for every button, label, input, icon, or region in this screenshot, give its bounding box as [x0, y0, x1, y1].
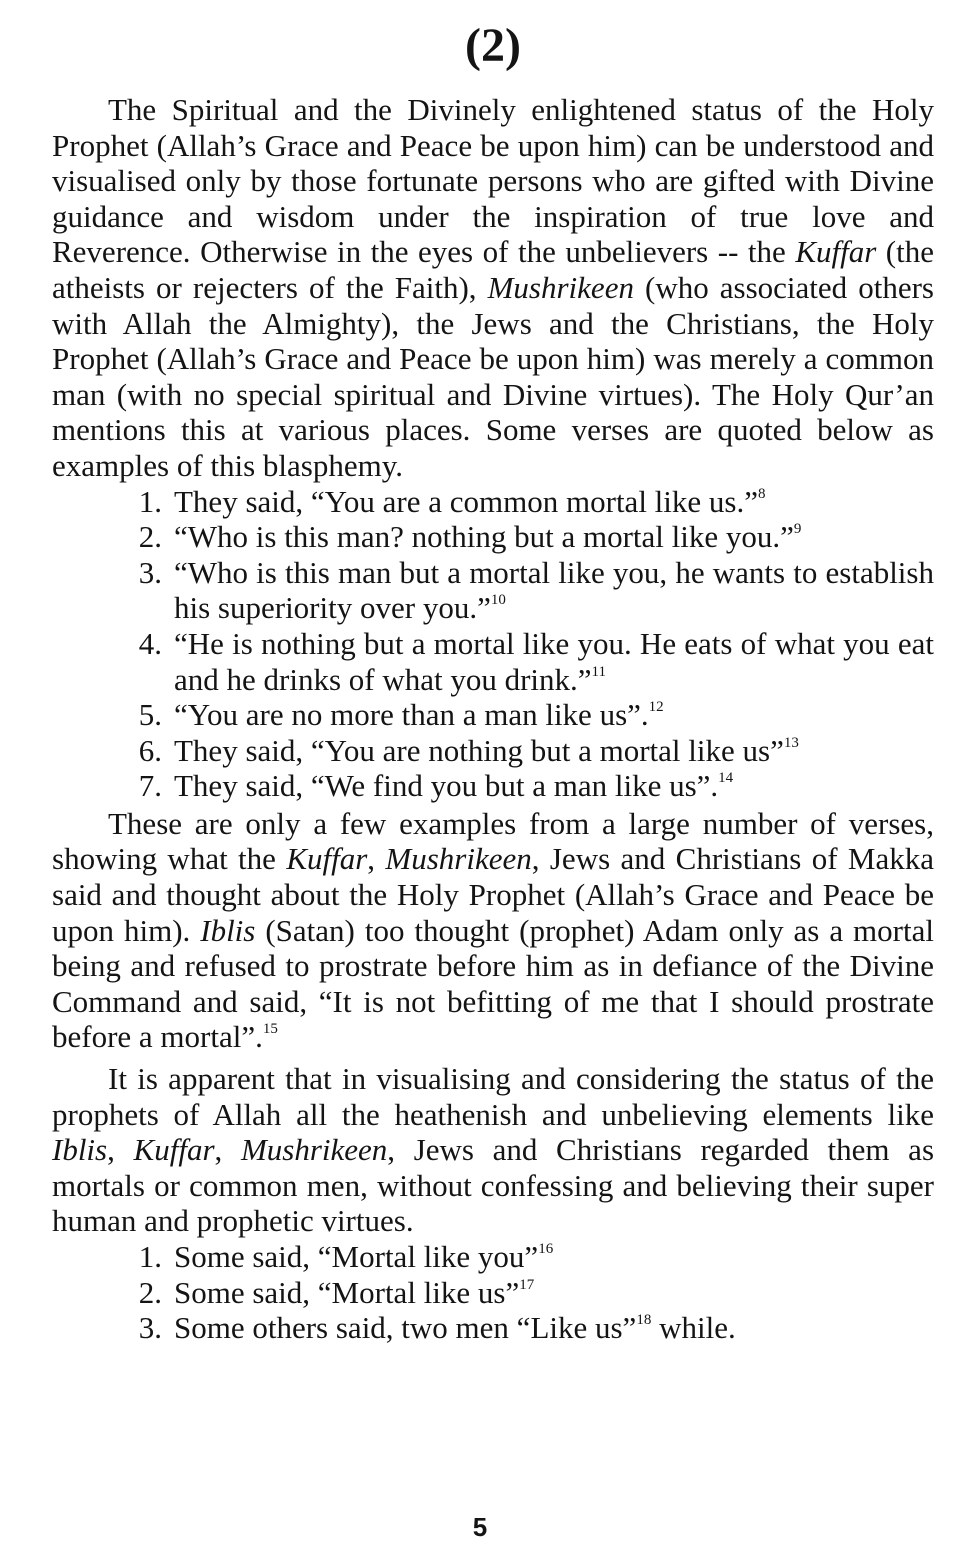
verse-quote: They said, “We find you but a man like us”.	[174, 768, 719, 804]
item-number: 5.	[138, 697, 162, 733]
item-number: 1.	[138, 483, 162, 519]
footnote-ref: 15	[262, 1021, 278, 1038]
italic-term: Iblis	[200, 912, 256, 948]
footnote-ref: 17	[519, 1276, 535, 1293]
text-run: These are only a few examples from a large number of verses, showing what the	[52, 805, 934, 877]
list-item	[52, 733, 934, 769]
list-item	[52, 1239, 934, 1275]
footnote-ref: 11	[591, 663, 606, 680]
item-text	[174, 1239, 934, 1275]
page-content	[52, 18, 934, 1346]
italic-term: Mushrikeen	[240, 1132, 388, 1168]
paragraph-apparent	[52, 1061, 934, 1239]
paragraph-examples	[52, 806, 934, 1055]
item-number: 6.	[138, 732, 162, 768]
item-text	[174, 555, 934, 626]
footnote-ref: 14	[718, 770, 734, 787]
text-run: , Jews and Christians of Makka said and thought about the Holy Prophet (Allah’s Grace and Peace be upon him).	[52, 841, 935, 948]
list-item	[52, 768, 934, 804]
text-run: while.	[651, 1310, 736, 1346]
item-number: 2.	[138, 519, 162, 555]
item-text	[174, 1275, 934, 1311]
item-text	[174, 697, 934, 733]
footnote-ref: 9	[793, 521, 802, 538]
text-run: ,	[107, 1132, 134, 1168]
text-run: , Jews and Christians regarded them as mortals or common men, without confessing and believing their super human and prophetic virtues.	[52, 1132, 935, 1239]
item-number: 3.	[138, 1310, 162, 1346]
section-heading: (2)	[465, 19, 521, 72]
text-run: The Spiritual and the Divinely enlightened status of the Holy Prophet (Allah’s Grace and Peace be upon him) can be understood and visualised only by those fortunate persons who are gifted with Divine guidance and wisdom under the inspiration of true love and Reverence. Otherwise in the eyes of the unbelievers -- the	[52, 92, 934, 270]
footnote-ref: 18	[636, 1312, 652, 1329]
verse-quote: They said, “You are a common mortal like us.”	[174, 483, 758, 519]
italic-term: Kuffar	[286, 841, 368, 877]
verse-list-1	[52, 484, 934, 804]
italic-term: Iblis	[52, 1132, 108, 1168]
italic-term: Mushrikeen	[385, 841, 532, 877]
verse-quote: Some said, “Mortal like us”	[174, 1274, 520, 1310]
list-item	[52, 1310, 934, 1346]
list-item	[52, 519, 934, 555]
text-run: It is apparent that in visualising and considering the status of the prophets of Allah all the heathenish and unbelieving elements like	[52, 1061, 934, 1132]
item-text	[174, 1310, 934, 1346]
text-run: ,	[214, 1132, 241, 1168]
item-number: 3.	[138, 554, 162, 590]
item-number: 7.	[138, 768, 162, 804]
verse-quote: “Who is this man but a mortal like you, he wants to establish his superiority over you.”	[174, 554, 934, 626]
italic-term: Mushrikeen	[487, 269, 634, 305]
list-item	[52, 484, 934, 520]
item-number: 1.	[138, 1239, 162, 1274]
item-number: 2.	[138, 1274, 162, 1310]
item-text	[174, 768, 934, 804]
item-text	[174, 519, 934, 555]
list-item	[52, 626, 934, 697]
item-text	[174, 733, 934, 769]
list-item	[52, 1275, 934, 1311]
verse-quote: Some others said, two men “Like us”	[174, 1310, 637, 1346]
item-text	[174, 626, 934, 697]
verse-quote: “Who is this man? nothing but a mortal like you.”	[174, 519, 794, 555]
verse-quote: “You are no more than a man like us”.	[174, 697, 649, 733]
footnote-ref: 12	[648, 699, 664, 716]
italic-term: Kuffar	[795, 234, 877, 270]
list-item	[52, 697, 934, 733]
verse-quote: They said, “You are nothing but a mortal like us”	[174, 732, 784, 768]
text-run: ,	[367, 841, 386, 877]
text-run: (the atheists or rejecters of the Faith),	[52, 234, 934, 305]
item-text	[174, 484, 934, 520]
verse-list-2	[52, 1239, 934, 1346]
page-number: 5	[472, 1512, 488, 1542]
verse-quote: Some said, “Mortal like you”	[174, 1239, 539, 1274]
text-run: (Satan) too thought (prophet) Adam only as a mortal being and refused to prostrate before him as in defiance of the Divine Command and said, “It is not befitting of me that I should prostrate before a mortal”.	[52, 912, 934, 1055]
footnote-ref: 10	[490, 592, 506, 609]
list-item	[52, 555, 934, 626]
italic-term: Kuffar	[133, 1132, 215, 1168]
verse-quote: “He is nothing but a mortal like you. He eats of what you eat and he drinks of what you drink.”	[174, 625, 934, 697]
footnote-ref: 16	[538, 1241, 554, 1257]
footnote-ref: 13	[783, 734, 799, 751]
item-number: 4.	[138, 625, 162, 661]
footnote-ref: 8	[758, 485, 766, 502]
text-run: (who associated others with Allah the Almighty), the Jews and the Christians, the Holy Prophet (Allah’s Grace and Peace be upon him) was merely a common man (with no special spiritual and Divine virtues). The Holy Qur’an mentions this at various places. Some verses are quoted below as examples of this blasphemy.	[52, 269, 934, 483]
paragraph-intro	[52, 92, 934, 484]
